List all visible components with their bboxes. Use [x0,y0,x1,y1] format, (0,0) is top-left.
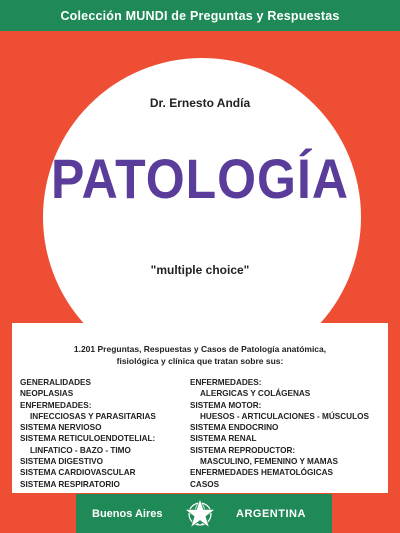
topic-subitem: MASCULINO, FEMENINO Y MAMAS [200,457,338,467]
topic-item: ENFERMEDADES: [190,378,262,387]
topics-left-column [20,377,156,490]
topic-item: SISTEMA RESPIRATORIO [20,479,120,489]
book-title: PATOLOGÍA [51,147,349,211]
topic-item: SISTEMA RETICULOENDOTELIAL: [20,434,156,444]
topic-item: SISTEMA ENDOCRINO [190,423,279,433]
topic-item: ENFERMEDADES HEMATOLÓGICAS [190,468,333,478]
star-globe-icon [184,498,216,530]
contents-intro [12,343,388,367]
topic-item: SISTEMA CARDIOVASCULAR [20,468,136,478]
topic-item: SISTEMA REPRODUCTOR: [190,445,296,455]
topic-item: SISTEMA MOTOR: [190,400,262,410]
topic-item: NEOPLASIAS [20,389,74,399]
topic-subitem: LINFATICO - BAZO - TIMO [30,445,131,455]
contents-panel [12,323,388,493]
intro-line: fisiológica y clínica que tratan sobre sus: [116,356,284,366]
publisher-band [76,494,332,533]
topic-subitem: ALERGICAS Y COLÁGENAS [200,389,311,399]
topic-item: ENFERMEDADES: [20,400,92,410]
series-band [0,0,400,31]
publisher-country: ARGENTINA [236,508,306,520]
topic-item: SISTEMA NERVIOSO [20,423,102,433]
topic-item: SISTEMA DIGESTIVO [20,457,103,467]
topic-item: GENERALIDADES [20,378,91,387]
topic-item: SISTEMA RENAL [190,434,257,444]
author-name: Dr. Ernesto Andía [149,96,251,110]
series-title: Colección MUNDI de Preguntas y Respuestas [60,8,340,23]
topic-subitem: INFECCIOSAS Y PARASITARIAS [30,411,156,421]
topics-right-column [190,377,369,490]
topic-item: CASOS [190,479,220,489]
topic-subitem: HUESOS - ARTICULACIONES - MÚSCULOS [200,411,369,421]
publisher-city: Buenos Aires [92,508,163,520]
intro-line: 1.201 Preguntas, Respuestas y Casos de Patología anatómica, [73,344,327,354]
book-subtitle: "multiple choice" [150,263,250,277]
